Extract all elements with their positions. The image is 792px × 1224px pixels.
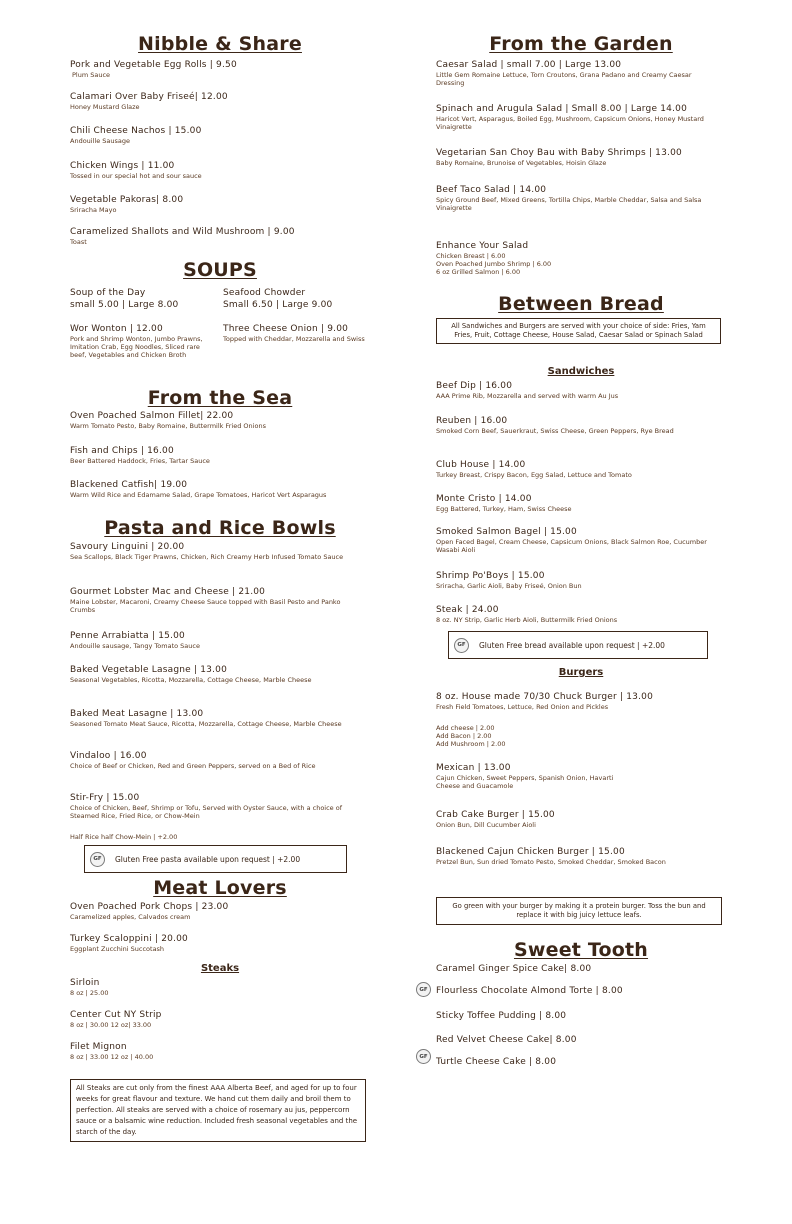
section-title-sea: From the Sea xyxy=(147,387,293,409)
section-title-nibble: Nibble & Share xyxy=(138,33,302,55)
sandwiches-title: Sandwiches xyxy=(547,366,615,377)
menu-item: Chili Cheese Nachos | 15.00 Andouille Sausage xyxy=(70,126,202,145)
section-title-pasta: Pasta and Rice Bowls xyxy=(104,517,336,539)
gluten-free-icon: GF xyxy=(454,638,469,653)
burgers-title: Burgers xyxy=(558,667,604,678)
menu-item: Blackened Cajun Chicken Burger | 15.00 Pretzel Bun, Sun dried Tomato Pesto, Smoked Cheddar, Smoked Bacon xyxy=(436,847,666,866)
dessert-item: Turtle Cheese Cake | 8.00 xyxy=(436,1057,557,1067)
enhance-salad: Enhance Your Salad Chicken Breast | 6.00 Oven Poached Jumbo Shrimp | 6.00 6 oz Grilled Salmon | 6.00 xyxy=(436,241,552,276)
sides-note: All Sandwiches and Burgers are served with your choice of side: Fries, Yam Fries, Fruit, Cottage Cheese, House Salad, Caesar Salad or Spinach Salad xyxy=(436,318,721,344)
menu-item: Mexican | 13.00 Cajun Chicken, Sweet Peppers, Spanish Onion, Havarti Cheese and Guacamole xyxy=(436,763,614,790)
menu-item: Wor Wonton | 12.00 Pork and Shrimp Wonton, Jumbo Prawns, Imitation Crab, Egg Noodles, Sliced rare beef, Vegetables and Chicken Broth xyxy=(70,324,203,359)
menu-item: Spinach and Arugula Salad | Small 8.00 | Large 14.00 Haricot Vert, Asparagus, Boiled Egg, Mushroom, Capsicum Onions, Honey Mustard Vinaigrette xyxy=(436,104,704,131)
menu-item: Seafood Chowder Small 6.50 | Large 9.00 xyxy=(223,288,333,310)
menu-item: Stir-Fry | 15.00 Choice of Chicken, Beef, Shrimp or Tofu, Served with Oyster Sauce, with a choice of Steamed Rice, Fried Rice, or Chow-Mein xyxy=(70,793,343,820)
menu-item: Club House | 14.00 Turkey Breast, Crispy Bacon, Egg Salad, Lettuce and Tomato xyxy=(436,460,632,479)
section-title-meat: Meat Lovers xyxy=(153,877,287,899)
menu-item: Beef Dip | 16.00 AAA Prime Rib, Mozzarella and served with warm Au Jus xyxy=(436,381,619,400)
menu-item: Crab Cake Burger | 15.00 Onion Bun, Dill Cucumber Aioli xyxy=(436,810,555,829)
burger-addons: Add cheese | 2.00 Add Bacon | 2.00 Add Mushroom | 2.00 xyxy=(436,724,506,748)
gluten-free-bread-note: GF Gluten Free bread available upon request | +2.00 xyxy=(448,631,708,659)
section-title-bread: Between Bread xyxy=(498,293,664,315)
menu-item: Penne Arrabiatta | 15.00 Andouille sausage, Tangy Tomato Sauce xyxy=(70,631,200,650)
menu-item: Pork and Vegetable Egg Rolls | 9.50 Plum Sauce xyxy=(70,60,237,79)
menu-item: Sirloin 8 oz | 25.00 xyxy=(70,978,109,997)
menu-item: Savoury Linguini | 20.00 Sea Scallops, Black Tiger Prawns, Chicken, Rich Creamy Herb Infused Tomato Sauce xyxy=(70,542,344,561)
gluten-free-pasta-note: GF Gluten Free pasta available upon request | +2.00 xyxy=(84,845,347,873)
steaks-title: Steaks xyxy=(200,963,240,974)
menu-item: Beef Taco Salad | 14.00 Spicy Ground Beef, Mixed Greens, Tortilla Chips, Marble Cheddar, Salsa and Salsa Vinaigrette xyxy=(436,185,702,212)
menu-item: Filet Mignon 8 oz | 33.00 12 oz | 40.00 xyxy=(70,1042,154,1061)
menu-item: 8 oz. House made 70/30 Chuck Burger | 13.00 Fresh Field Tomatoes, Lettuce, Red Onion and Pickles xyxy=(436,692,653,711)
menu-item: Turkey Scaloppini | 20.00 Eggplant Zucchini Succotash xyxy=(70,934,188,953)
menu-item: Calamari Over Baby Friseé| 12.00 Honey Mustard Glaze xyxy=(70,92,228,111)
menu-item: Reuben | 16.00 Smoked Corn Beef, Sauerkraut, Swiss Cheese, Green Peppers, Rye Bread xyxy=(436,416,674,435)
menu-item: Vegetable Pakoras| 8.00 Sriracha Mayo xyxy=(70,195,184,214)
section-title-soups: SOUPS xyxy=(183,259,257,281)
menu-item: Vindaloo | 16.00 Choice of Beef or Chicken, Red and Green Peppers, served on a Bed of Rice xyxy=(70,751,316,770)
menu-item: Caramelized Shallots and Wild Mushroom | 9.00 Toast xyxy=(70,227,295,246)
protein-burger-note: Go green with your burger by making it a protein burger. Toss the bun and replace it with big juicy lettuce leafs. xyxy=(436,897,722,925)
menu-item: Baked Vegetable Lasagne | 13.00 Seasonal Vegetables, Ricotta, Mozzarella, Cottage Cheese, Marble Cheese xyxy=(70,665,312,684)
section-title-garden: From the Garden xyxy=(489,33,673,55)
menu-item: Baked Meat Lasagne | 13.00 Seasoned Tomato Meat Sauce, Ricotta, Mozzarella, Cottage Cheese, Marble Cheese xyxy=(70,709,342,728)
menu-item: Smoked Salmon Bagel | 15.00 Open Faced Bagel, Cream Cheese, Capsicum Onions, Black Salmon Roe, Cucumber Wasabi Aioli xyxy=(436,527,707,554)
dessert-item: Caramel Ginger Spice Cake| 8.00 xyxy=(436,964,592,974)
menu-item: Fish and Chips | 16.00 Beer Battered Haddock, Fries, Tartar Sauce xyxy=(70,446,210,465)
section-title-sweet: Sweet Tooth xyxy=(513,939,649,961)
gluten-free-icon: GF xyxy=(90,852,105,867)
dessert-item: Flourless Chocolate Almond Torte | 8.00 xyxy=(436,986,623,996)
menu-item: Oven Poached Salmon Fillet| 22.00 Warm Tomato Pesto, Baby Romaine, Buttermilk Fried Onions xyxy=(70,411,266,430)
menu-item: Three Cheese Onion | 9.00 Topped with Cheddar, Mozzarella and Swiss xyxy=(223,324,365,343)
menu-item: Chicken Wings | 11.00 Tossed in our special hot and sour sauce xyxy=(70,161,202,180)
menu-item: Center Cut NY Strip 8 oz | 30.00 12 oz| 33.00 xyxy=(70,1010,162,1029)
menu-item: Gourmet Lobster Mac and Cheese | 21.00 Maine Lobster, Macaroni, Creamy Cheese Sauce topped with Basil Pesto and Panko Crumbs xyxy=(70,587,341,614)
menu-item: Shrimp Po'Boys | 15.00 Sriracha, Garlic Aioli, Baby Friseé, Onion Bun xyxy=(436,571,582,590)
menu-item: Caesar Salad | small 7.00 | Large 13.00 Little Gem Romaine Lettuce, Torn Croutons, Grana Padano and Creamy Caesar Dressing xyxy=(436,60,692,87)
gluten-free-icon: GF xyxy=(416,982,431,997)
menu-item: Vegetarian San Choy Bau with Baby Shrimps | 13.00 Baby Romaine, Brunoise of Vegetables, Hoisin Glaze xyxy=(436,148,682,167)
half-rice-note: Half Rice half Chow-Mein | +2.00 xyxy=(70,833,178,841)
dessert-item: Red Velvet Cheese Cake| 8.00 xyxy=(436,1035,577,1045)
menu-item: Steak | 24.00 8 oz. NY Strip, Garlic Herb Aioli, Buttermilk Fried Onions xyxy=(436,605,618,624)
dessert-item: Sticky Toffee Pudding | 8.00 xyxy=(436,1011,567,1021)
menu-item: Soup of the Day small 5.00 | Large 8.00 xyxy=(70,288,179,310)
menu-item: Monte Cristo | 14.00 Egg Battered, Turkey, Ham, Swiss Cheese xyxy=(436,494,572,513)
menu-item: Blackened Catfish| 19.00 Warm Wild Rice and Edamame Salad, Grape Tomatoes, Haricot Vert Asparagus xyxy=(70,480,327,499)
menu-item: Oven Poached Pork Chops | 23.00 Caramelized apples, Calvados cream xyxy=(70,902,229,921)
steaks-note: All Steaks are cut only from the finest AAA Alberta Beef, and aged for up to four weeks for great flavour and texture. We hand cut them daily and broil them to perfection. All steaks are served with a choice of rosemary au jus, peppercorn sauce or a balsamic wine reduction. Included fresh seasonal vegetables and the starch of the day. xyxy=(70,1079,366,1142)
gluten-free-icon: GF xyxy=(416,1049,431,1064)
